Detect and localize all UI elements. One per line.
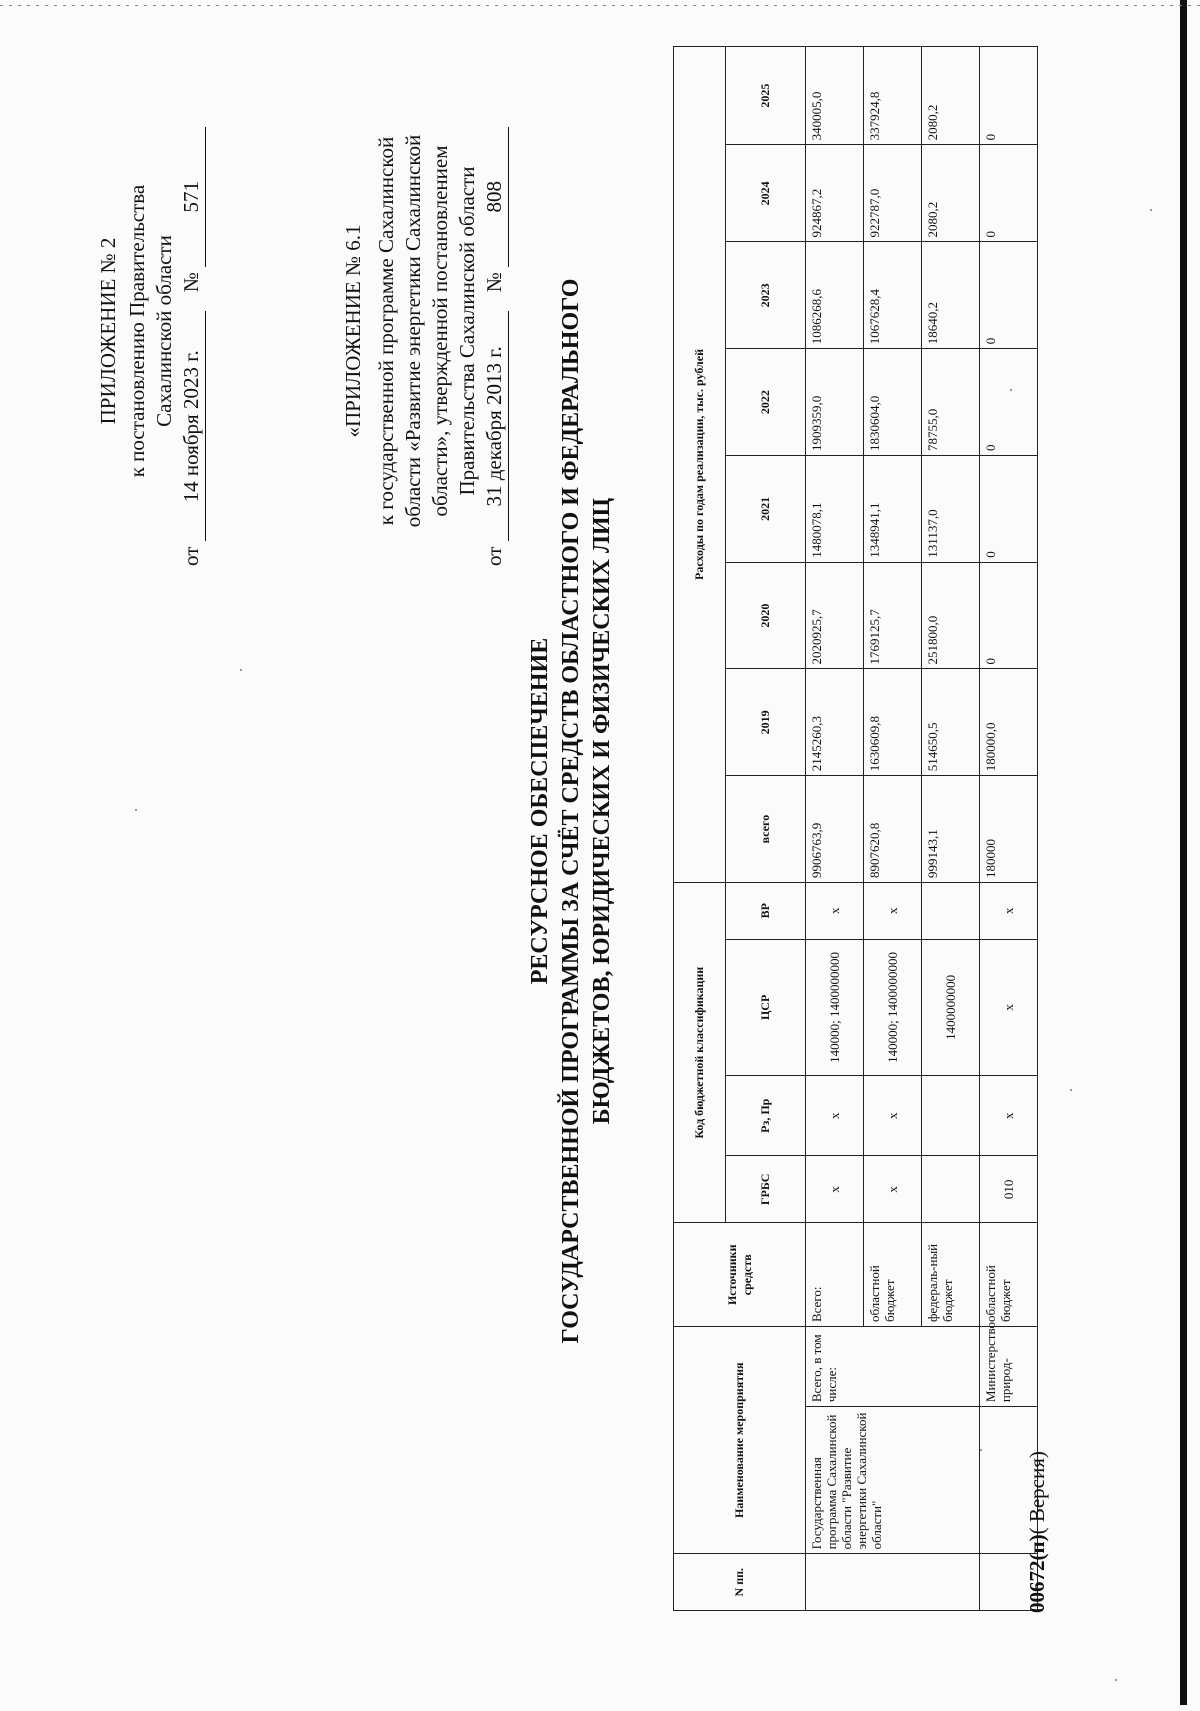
header-name: Наименование мероприятия: [674, 1327, 806, 1554]
number-field: 808: [481, 127, 509, 267]
value-cell: 131137,0: [922, 455, 980, 562]
scan-speck: [240, 669, 242, 671]
subgroup-total: Всего, в том числе:: [806, 1327, 980, 1407]
grbs-cell: х: [806, 1156, 864, 1223]
value-cell: 1067628,4: [864, 242, 922, 349]
scan-dotted-border: [0, 5, 1200, 6]
title-line-2: ГОСУДАРСТВЕННОЙ ПРОГРАММЫ ЗА СЧЁТ СРЕДСТВ ОБЛАСТНОГО И ФЕДЕРАЛЬНОГО: [558, 278, 584, 1344]
header-year: 2021: [726, 455, 806, 562]
appendix-line: к постановлению Правительства: [125, 184, 149, 478]
header-year: 2023: [726, 242, 806, 349]
scan-speck: [1115, 1679, 1117, 1681]
row-number-cell: [806, 1554, 980, 1611]
rzpr-cell: х: [806, 1076, 864, 1156]
total-cell: 180000: [980, 776, 1038, 883]
title-line-3: БЮДЖЕТОВ, ЮРИДИЧЕСКИХ И ФИЗИЧЕСКИХ ЛИЦ: [589, 497, 615, 1125]
source-cell: Всего:: [806, 1223, 864, 1327]
footer-version: [1025, 1451, 1050, 1613]
scan-speck: [980, 1449, 982, 1451]
appendix-line: к государственной программе Сахалинской: [374, 136, 398, 526]
value-cell: 1348941,1: [864, 455, 922, 562]
value-cell: 180000,0: [980, 669, 1038, 776]
resource-table: [673, 46, 1038, 1611]
value-cell: 922787,0: [864, 145, 922, 242]
scan-speck: [1150, 209, 1152, 211]
date-field: 14 ноября 2023 г.: [178, 311, 206, 541]
version-label: ( Версия): [1025, 1451, 1049, 1535]
value-cell: 1630609,8: [864, 669, 922, 776]
total-cell: 8907620,8: [864, 776, 922, 883]
scan-edge-line: [1180, 0, 1187, 1705]
header-csr: ЦСР: [726, 939, 806, 1076]
header-total: всего: [726, 776, 806, 883]
grbs-cell: [922, 1156, 980, 1223]
value-cell: 1480078,1: [806, 455, 864, 562]
table-row: [980, 47, 1038, 1611]
header-code: Код бюджетной классификации: [674, 882, 726, 1223]
appendix-title: «ПРИЛОЖЕНИЕ № 6.1: [341, 224, 365, 438]
date-field: 31 декабря 2013 г.: [481, 311, 509, 541]
appendix-date-line: [178, 96, 206, 566]
value-cell: 2145260,3: [806, 669, 864, 776]
header-source: Источники средств: [674, 1223, 806, 1327]
value-cell: 1769125,7: [864, 562, 922, 669]
value-cell: 251800,0: [922, 562, 980, 669]
title-line-1: РЕСУРСНОЕ ОБЕСПЕЧЕНИЕ: [527, 637, 553, 985]
number-sign: №: [179, 272, 203, 293]
grbs-cell: 010: [980, 1156, 1038, 1223]
value-cell: 18640,2: [922, 242, 980, 349]
value-cell: 1086268,6: [806, 242, 864, 349]
value-cell: 2080,2: [922, 47, 980, 145]
number-field: 571: [178, 127, 206, 267]
csr-cell: 1400000000: [922, 939, 980, 1076]
scan-speck: [135, 809, 137, 811]
appendix-header-secondary: [340, 96, 509, 566]
table-row: [806, 47, 864, 1611]
table-header-row: [674, 47, 726, 1611]
rzpr-cell: [922, 1076, 980, 1156]
grbs-cell: х: [864, 1156, 922, 1223]
csr-cell: 140000; 1400000000: [806, 939, 864, 1076]
header-rzpr: Рз, Пр: [726, 1076, 806, 1156]
header-num: N пп.: [674, 1554, 806, 1611]
value-cell: 78755,0: [922, 349, 980, 456]
scan-speck: [1070, 1089, 1072, 1091]
appendix-line: области», утвержденной постановлением: [428, 145, 452, 517]
appendix-line: Сахалинской области: [152, 235, 176, 427]
value-cell: 924867,2: [806, 145, 864, 242]
source-cell: областной бюджет: [864, 1223, 922, 1327]
source-cell: федераль-ный бюджет: [922, 1223, 980, 1327]
value-cell: 0: [980, 349, 1038, 456]
value-cell: 0: [980, 47, 1038, 145]
header-year: 2024: [726, 145, 806, 242]
value-cell: 2020925,7: [806, 562, 864, 669]
source-cell: областной бюджет: [980, 1223, 1038, 1327]
rzpr-cell: х: [864, 1076, 922, 1156]
from-prefix: от: [482, 546, 506, 566]
csr-cell: х: [980, 939, 1038, 1076]
value-cell: 0: [980, 562, 1038, 669]
header-year: 2020: [726, 562, 806, 669]
value-cell: 340005,0: [806, 47, 864, 145]
rzpr-cell: х: [980, 1076, 1038, 1156]
ministry-cell: Министерство природ-: [980, 1327, 1038, 1407]
header-expenses: Расходы по годам реализации, тыс. рублей: [674, 47, 726, 883]
value-cell: 1830604,0: [864, 349, 922, 456]
header-year: 2025: [726, 47, 806, 145]
header-year: 2019: [726, 669, 806, 776]
value-cell: 0: [980, 145, 1038, 242]
vr-cell: х: [806, 882, 864, 939]
document-code: 00672(п): [1025, 1534, 1049, 1613]
scan-speck: [1010, 389, 1012, 391]
value-cell: 1909359,0: [806, 349, 864, 456]
from-prefix: от: [179, 546, 203, 566]
appendix-date-line: [481, 96, 509, 566]
csr-cell: 140000; 1400000000: [864, 939, 922, 1076]
value-cell: 0: [980, 242, 1038, 349]
value-cell: 337924,8: [864, 47, 922, 145]
value-cell: 514650,5: [922, 669, 980, 776]
appendix-header-primary: [95, 96, 206, 566]
vr-cell: х: [864, 882, 922, 939]
appendix-line: Правительства Сахалинской области: [455, 166, 479, 496]
header-year: 2022: [726, 349, 806, 456]
header-vr: ВР: [726, 882, 806, 939]
number-sign: №: [482, 272, 506, 293]
vr-cell: х: [980, 882, 1038, 939]
value-cell: 0: [980, 455, 1038, 562]
total-cell: 9906763,9: [806, 776, 864, 883]
document-title: [525, 161, 618, 1461]
header-grbs: ГРБС: [726, 1156, 806, 1223]
program-name: Государственная программа Сахалинской области "Развитие энергетики Сахалинской области": [806, 1407, 980, 1554]
value-cell: 2080,2: [922, 145, 980, 242]
appendix-line: области «Развитие энергетики Сахалинской: [401, 134, 425, 528]
vr-cell: [922, 882, 980, 939]
appendix-title: ПРИЛОЖЕНИЕ № 2: [96, 237, 120, 425]
total-cell: 999143,1: [922, 776, 980, 883]
